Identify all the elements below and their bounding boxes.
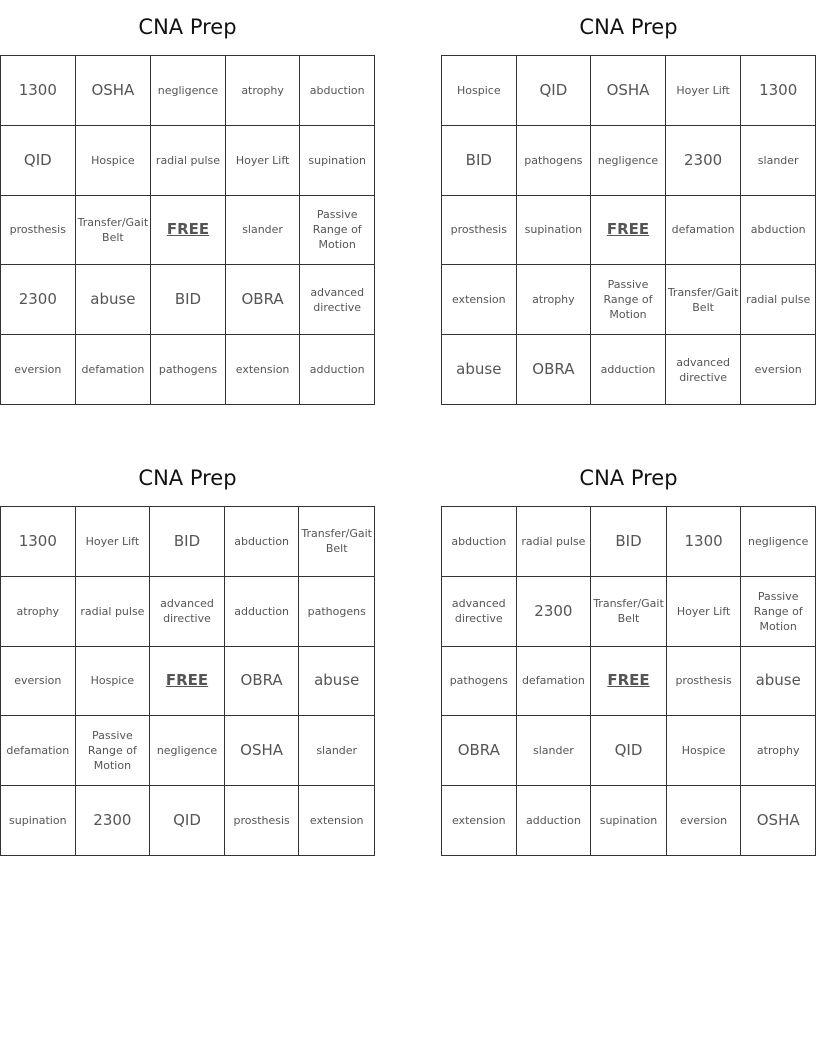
bingo-grid (441, 506, 816, 856)
bingo-cell: defamation (1, 716, 76, 786)
bingo-cell: slander (226, 196, 301, 266)
bingo-cell: 2300 (1, 265, 76, 335)
bingo-cell: abuse (299, 647, 375, 717)
bingo-cell: slander (517, 716, 592, 786)
free-space-cell: FREE (151, 196, 226, 266)
bingo-cell: Hoyer Lift (666, 56, 742, 126)
bingo-cell: Hospice (76, 647, 151, 717)
bingo-cell: abduction (741, 196, 816, 266)
card-title: CNA Prep (138, 466, 237, 490)
bingo-cell: supination (591, 786, 667, 856)
bingo-cell: extension (442, 265, 517, 335)
bingo-cell: supination (1, 786, 76, 856)
bingo-cell: defamation (517, 647, 592, 717)
bingo-cell: abuse (76, 265, 152, 335)
bingo-cell: prosthesis (667, 647, 742, 717)
bingo-cell: eversion (1, 335, 76, 405)
bingo-cell: atrophy (741, 716, 816, 786)
bingo-grid (0, 55, 375, 405)
bingo-cell: pathogens (151, 335, 226, 405)
bingo-cell: BID (151, 265, 226, 335)
bingo-cell: 2300 (517, 577, 592, 647)
bingo-cell: OBRA (517, 335, 592, 405)
bingo-cell: defamation (76, 335, 152, 405)
bingo-cell: radial pulse (517, 507, 592, 577)
bingo-cell: QID (517, 56, 592, 126)
bingo-cell: Hoyer Lift (226, 126, 301, 196)
bingo-grid (441, 55, 816, 405)
bingo-cell: advanced directive (300, 265, 375, 335)
free-space-cell: FREE (150, 647, 225, 717)
card-title: CNA Prep (579, 466, 678, 490)
bingo-cell: OBRA (225, 647, 300, 717)
bingo-cell: advanced directive (666, 335, 742, 405)
bingo-cell: 1300 (667, 507, 742, 577)
bingo-cell: supination (517, 196, 592, 266)
bingo-cell: OSHA (76, 56, 152, 126)
bingo-cell: eversion (1, 647, 76, 717)
bingo-cell: BID (591, 507, 667, 577)
bingo-cell: QID (591, 716, 667, 786)
bingo-cell: OBRA (442, 716, 517, 786)
bingo-cell: radial pulse (76, 577, 151, 647)
bingo-cell: extension (442, 786, 517, 856)
bingo-cell: Transfer/Gait Belt (76, 196, 152, 266)
bingo-cell: Passive Range of Motion (76, 716, 151, 786)
bingo-cell: Hospice (667, 716, 742, 786)
bingo-cell: OSHA (591, 56, 666, 126)
bingo-cell: adduction (591, 335, 666, 405)
bingo-cell: Hospice (76, 126, 152, 196)
bingo-cell: supination (300, 126, 375, 196)
bingo-cell: prosthesis (442, 196, 517, 266)
bingo-grid (0, 506, 375, 856)
bingo-cell: abduction (300, 56, 375, 126)
bingo-cell: atrophy (1, 577, 76, 647)
bingo-cell: radial pulse (151, 126, 226, 196)
bingo-cell: 1300 (1, 507, 76, 577)
bingo-cell: eversion (741, 335, 816, 405)
bingo-cell: adduction (517, 786, 592, 856)
bingo-cell: extension (226, 335, 301, 405)
bingo-cell: Hoyer Lift (667, 577, 742, 647)
card-title: CNA Prep (138, 15, 237, 39)
bingo-cell: radial pulse (741, 265, 816, 335)
bingo-cell: 2300 (666, 126, 742, 196)
bingo-cell: negligence (591, 126, 666, 196)
bingo-cell: OSHA (225, 716, 300, 786)
bingo-cell: negligence (150, 716, 225, 786)
bingo-cell: Hospice (442, 56, 517, 126)
bingo-cell: atrophy (517, 265, 592, 335)
bingo-cell: OSHA (741, 786, 816, 856)
bingo-cell: 1300 (741, 56, 816, 126)
bingo-cell: prosthesis (1, 196, 76, 266)
bingo-cell: Transfer/Gait Belt (299, 507, 375, 577)
bingo-cell: Transfer/Gait Belt (666, 265, 742, 335)
bingo-cell: abuse (741, 647, 816, 717)
card-title: CNA Prep (579, 15, 678, 39)
bingo-cell: atrophy (226, 56, 301, 126)
bingo-cell: QID (150, 786, 225, 856)
bingo-cell: Passive Range of Motion (591, 265, 666, 335)
bingo-cell: advanced directive (150, 577, 225, 647)
bingo-cell: abuse (442, 335, 517, 405)
bingo-cell: advanced directive (442, 577, 517, 647)
bingo-cell: negligence (151, 56, 226, 126)
bingo-cell: pathogens (299, 577, 375, 647)
bingo-cell: abduction (225, 507, 300, 577)
bingo-cell: abduction (442, 507, 517, 577)
bingo-cell: slander (299, 716, 375, 786)
bingo-cell: Passive Range of Motion (300, 196, 375, 266)
bingo-cell: pathogens (442, 647, 517, 717)
bingo-cell: extension (299, 786, 375, 856)
bingo-cell: OBRA (226, 265, 301, 335)
bingo-cell: QID (1, 126, 76, 196)
bingo-cell: negligence (741, 507, 816, 577)
bingo-cell: adduction (225, 577, 300, 647)
bingo-cell: slander (741, 126, 816, 196)
bingo-cell: adduction (300, 335, 375, 405)
bingo-cell: Passive Range of Motion (741, 577, 816, 647)
bingo-cell: BID (442, 126, 517, 196)
free-space-cell: FREE (591, 647, 667, 717)
bingo-cell: pathogens (517, 126, 592, 196)
bingo-cell: 2300 (76, 786, 151, 856)
bingo-cell: Hoyer Lift (76, 507, 151, 577)
free-space-cell: FREE (591, 196, 666, 266)
bingo-cell: BID (150, 507, 225, 577)
bingo-cell: 1300 (1, 56, 76, 126)
bingo-cell: defamation (666, 196, 742, 266)
bingo-cell: prosthesis (225, 786, 300, 856)
bingo-cell: eversion (667, 786, 742, 856)
bingo-cell: Transfer/Gait Belt (591, 577, 667, 647)
